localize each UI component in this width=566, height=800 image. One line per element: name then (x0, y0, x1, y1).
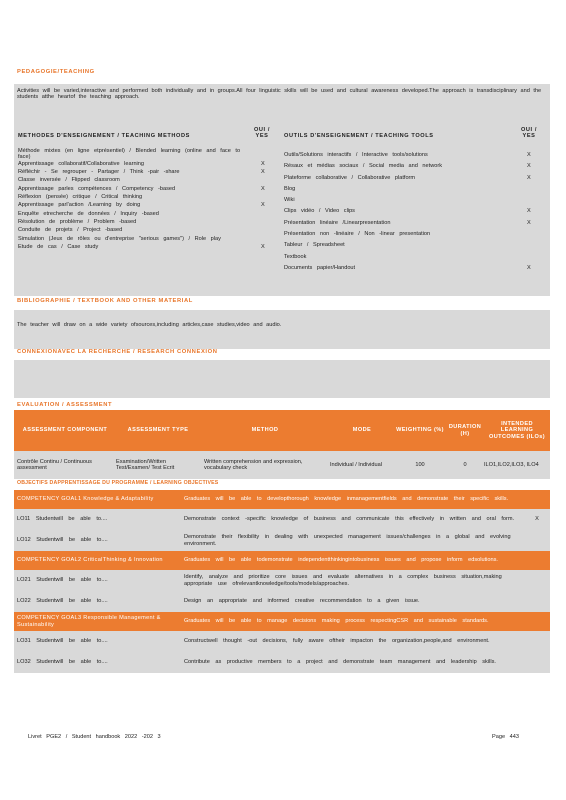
method-label: Réflexion (pensée) critique / Critical thinking (18, 194, 143, 201)
lo-mark: X (535, 516, 539, 523)
lo-description: Design an appropriate and informed creative recommendation to a given issue. (184, 598, 420, 605)
method-item (18, 236, 278, 244)
method-item (18, 219, 278, 227)
tool-mark: X (527, 174, 531, 181)
method-item (18, 194, 278, 202)
eval-header-method: METHOD (251, 427, 279, 434)
pedagogie-text: Activities will be varied,interactive and performed both individually and in groups.All four linguistic skills will be used and cultural awareness developed.The approach is transdisciplinary and the students atthe heartof the teaching approach. (17, 88, 542, 101)
lo-label: LO21 Studentwill be able to.... (17, 577, 108, 584)
bibliographie-text: The teacher will draw on a wide variety ofsources,including articles,case studies,video and audio. (17, 322, 282, 328)
goal-name: COMPETENCY GOAL2 CriticalThinking & Innovation (17, 557, 163, 564)
eval-mode: Individual / Individual (330, 461, 382, 468)
tool-label: Outils/Solutions interactifs / Interactive tools/solutions (284, 152, 428, 158)
tools-oui-header: OUI / YES (520, 127, 538, 140)
tool-label: Tableur / Spreadsheet (284, 242, 345, 249)
lo-label: LO31 Studentwill be able to.... (17, 638, 108, 645)
objectifs-title: OBJECTIFS DAPPRENTISSAGE DU PROGRAMME / LEARNING OBJECTIVES (17, 480, 219, 486)
tool-item (284, 175, 546, 186)
tool-mark: X (527, 208, 531, 215)
lo-description: Constructwell thought -out decisions, fully aware oftheir impacton the organization,people,and environment. (184, 638, 490, 645)
method-label: Classe inversée / Flipped classroom (18, 177, 120, 184)
learning-objective-row (14, 509, 550, 530)
method-label: Enquête etrecherche de données / Inquiry -based (18, 210, 159, 217)
lo-label: LO22 Studentwill be able to.... (17, 598, 108, 605)
learning-objective-row (14, 570, 550, 591)
tool-item (284, 163, 546, 174)
tool-label: Clips vidéo / Video clips (284, 208, 355, 215)
methods-box (14, 126, 550, 296)
method-label: Conduite de projets / Project -based (18, 227, 123, 234)
methods-list (18, 148, 278, 252)
lo-label: LO12 Studentwill be able to.... (17, 537, 108, 544)
tool-label: Présentation non -linéaire / Non -linear presentation (284, 231, 431, 238)
evaluation-header-row (14, 410, 550, 451)
method-item (18, 161, 278, 169)
goal-description: Graduates will be able todemonstrate independentthinkingintobusiness issues and propose inform edsolutions. (184, 557, 498, 564)
tool-label: Résaux et médias sociaux / Social media and network (284, 163, 443, 170)
learning-objective-row (14, 631, 550, 652)
goal-description: Graduates will be able to manage decisions making process respectingCSR and sustainable standards. (184, 618, 489, 625)
tools-list (284, 152, 546, 276)
tool-mark: X (527, 219, 531, 226)
methods-oui-header: OUI / YES (253, 127, 271, 140)
method-mark: X (261, 185, 265, 192)
tool-item (284, 231, 546, 242)
method-label: Apprentissage parles compétences / Competency -based (18, 185, 176, 192)
method-item (18, 211, 278, 219)
method-item (18, 177, 278, 185)
learning-objective-row (14, 652, 550, 673)
tool-label: Blog (284, 185, 296, 192)
tool-label: Textbook (284, 253, 307, 260)
eval-weight: 100 (415, 461, 425, 468)
eval-header-component: ASSESSMENT COMPONENT (22, 427, 108, 434)
tool-item (284, 254, 546, 265)
method-label: Apprentissage collaboratif/Collaborative learning (18, 160, 145, 167)
goal-name: COMPETENCY GOAL3 Responsible Management & Sustainability (17, 615, 161, 628)
eval-duration: 0 (463, 461, 467, 468)
eval-type: Examination/Written Test/Examen/ Test Ecrit (116, 458, 175, 471)
method-label: Réfléchir - Se regrouper - Partager / Think -pair -share (18, 169, 180, 176)
goal-header-row (14, 551, 550, 570)
goal-description: Graduates will be able to developthorough knowledge inmanagementfields and demonstrate their specific skills. (184, 496, 509, 503)
goal-header-row (14, 612, 550, 631)
tool-label: Wiki (284, 197, 295, 204)
footer-page: Page 443 (492, 734, 519, 740)
goal-name: COMPETENCY GOAL1 Knowledge & Adaptability (17, 496, 154, 503)
goal-header-row (14, 490, 550, 509)
tool-item (284, 265, 546, 276)
tool-mark: X (527, 152, 531, 158)
tool-label: Plateforme collaborative / Collaborative platform (284, 174, 416, 181)
tool-label: Documents papier/Handout (284, 264, 356, 271)
connexion-title: CONNEXIONAVEC LA RECHERCHE / RESEARCH CONNEXION (17, 349, 218, 355)
tool-item (284, 197, 546, 208)
tool-mark: X (527, 163, 531, 170)
method-mark: X (261, 160, 265, 167)
method-item (18, 244, 278, 252)
bibliographie-box (14, 310, 550, 349)
method-mark: X (261, 202, 265, 209)
tool-item (284, 220, 546, 231)
method-label: Apprentissage parl'action /Learning by doing (18, 202, 141, 209)
evaluation-row (14, 451, 550, 479)
eval-header-type: ASSESSMENT TYPE (127, 427, 189, 434)
lo-label: LO11 Studentwill be able to.... (17, 516, 108, 523)
method-label: Résolution de problème / Problem -based (18, 218, 137, 225)
eval-method: Written comprehension and expression, vocabulary check (204, 458, 303, 471)
footer-left: Livret PGE2 / Student handbook 2022 -202 3 (28, 734, 161, 740)
lo-description: Identify, analyze and prioritize core issues and evaluate alternatives in a complex business situation,making appropriate use ofrelevantknowledge/tools/models/approaches. (184, 574, 502, 587)
pedagogie-box (14, 84, 550, 126)
tools-header: OUTILS D'ENSEIGNEMENT / TEACHING TOOLS (284, 133, 434, 139)
evaluation-table (14, 410, 550, 479)
methods-header: METHODES D'ENSEIGNEMENT / TEACHING METHODS (18, 133, 190, 139)
method-item (18, 202, 278, 210)
tool-mark: X (527, 264, 531, 271)
pedagogie-title: PEDAGOGIE/TEACHING (17, 69, 95, 75)
method-mark: X (261, 243, 265, 250)
lo-label: LO32 Studentwill be able to.... (17, 659, 108, 666)
eval-ilo: ILO1,ILO2,ILO3, ILO4 (484, 461, 539, 468)
method-item (18, 227, 278, 235)
learning-objective-row (14, 591, 550, 612)
method-item (18, 186, 278, 194)
tool-item (284, 242, 546, 253)
method-item (18, 148, 278, 161)
tool-label: Présentation linéaire /Linearpresentation (284, 219, 391, 226)
eval-component: Contrôle Continu / Continuous assessment (17, 458, 92, 471)
eval-header-mode: MODE (352, 427, 372, 434)
lo-description: Demonstrate their flexibility in dealing with unexpected management issues/challenges in a global and evolving environment. (184, 534, 511, 547)
eval-header-ilo: INTENDED LEARNING OUTCOMES (ILOs) (488, 420, 546, 440)
eval-header-duration: DURATION (H) (448, 424, 482, 437)
tool-item (284, 186, 546, 197)
method-mark: X (261, 169, 265, 176)
evaluation-title: EVALUATION / ASSESSMENT (17, 402, 113, 408)
lo-description: Demonstrate context -specific knowledge of business and communicate this effectively in written and oral form. (184, 516, 515, 523)
method-item (18, 169, 278, 177)
bibliographie-title: BIBLIOGRAPHIE / TEXTBOOK AND OTHER MATERIAL (17, 298, 193, 304)
connexion-box (14, 360, 550, 398)
tool-item (284, 208, 546, 219)
method-label: Etude de cas / Case study (18, 243, 99, 250)
method-label: Méthode mixtes (en ligne etprésentiel) / Blended learning (online and face to face) (18, 148, 241, 161)
eval-header-weight: WEIGHTING (%) (396, 427, 444, 434)
learning-objective-row (14, 530, 550, 551)
method-label: Simulation (Jeux de rôles ou d'entreprise "serious games") / Role play (18, 235, 221, 242)
objectifs-table (14, 490, 550, 673)
lo-description: Contribute as productive members to a project and demonstrate team management and leadership skills. (184, 659, 496, 666)
tool-item (284, 152, 546, 163)
